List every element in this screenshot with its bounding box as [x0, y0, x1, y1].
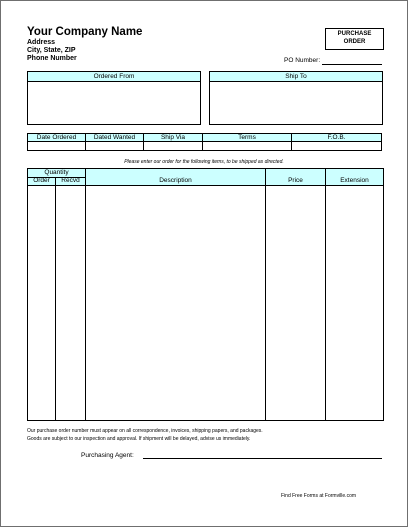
date-ordered-header: Date Ordered [28, 134, 86, 142]
dated-wanted-field[interactable] [86, 142, 144, 151]
dated-wanted-header: Dated Wanted [86, 134, 144, 142]
order-info-table [27, 133, 382, 151]
ordered-from-header: Ordered From [28, 72, 200, 82]
purchasing-agent-field[interactable] [143, 458, 382, 459]
ship-via-header: Ship Via [144, 134, 203, 142]
terms-header: Terms [203, 134, 292, 142]
form-title-line1: PURCHASE [337, 31, 372, 37]
form-title-box [325, 28, 384, 50]
company-city-state-zip: City, State, ZIP [27, 47, 76, 54]
description-header: Description [159, 177, 192, 184]
fob-header: F.O.B. [292, 134, 382, 142]
form-title-line2: ORDER [343, 39, 366, 45]
ship-to-box[interactable] [209, 71, 383, 125]
formville-credit: Find Free Forms at Formville.com [281, 493, 357, 499]
terms-field[interactable] [203, 142, 292, 151]
ship-to-header: Ship To [210, 72, 382, 82]
ship-via-field[interactable] [144, 142, 203, 151]
extension-header: Extension [340, 177, 369, 184]
quantity-header: Quantity [44, 169, 69, 176]
po-number-label: PO Number: [284, 57, 321, 64]
items-table [27, 168, 384, 421]
fob-field[interactable] [292, 142, 382, 151]
items-entry-area[interactable] [28, 186, 383, 420]
purchasing-agent-label: Purchasing Agent: [81, 452, 134, 459]
order-instructions: Please enter our order for the following items, to be shipped as directed. [124, 159, 284, 165]
footer-note-2: Goods are subject to our inspection and approval. If shipment will be delayed, advise us immediately. [27, 436, 251, 442]
company-name: Your Company Name [27, 26, 143, 38]
ordered-from-box[interactable] [27, 71, 201, 125]
company-address: Address [27, 39, 56, 46]
order-header: Order [33, 177, 50, 184]
date-ordered-field[interactable] [28, 142, 86, 151]
company-phone: Phone Number [27, 55, 77, 62]
recvd-header: Recvd [61, 177, 80, 184]
footer-note-1: Our purchase order number must appear on all correspondence, invoices, shipping papers, and packages. [27, 428, 263, 434]
po-number-field[interactable] [322, 64, 382, 65]
price-header: Price [288, 177, 303, 184]
